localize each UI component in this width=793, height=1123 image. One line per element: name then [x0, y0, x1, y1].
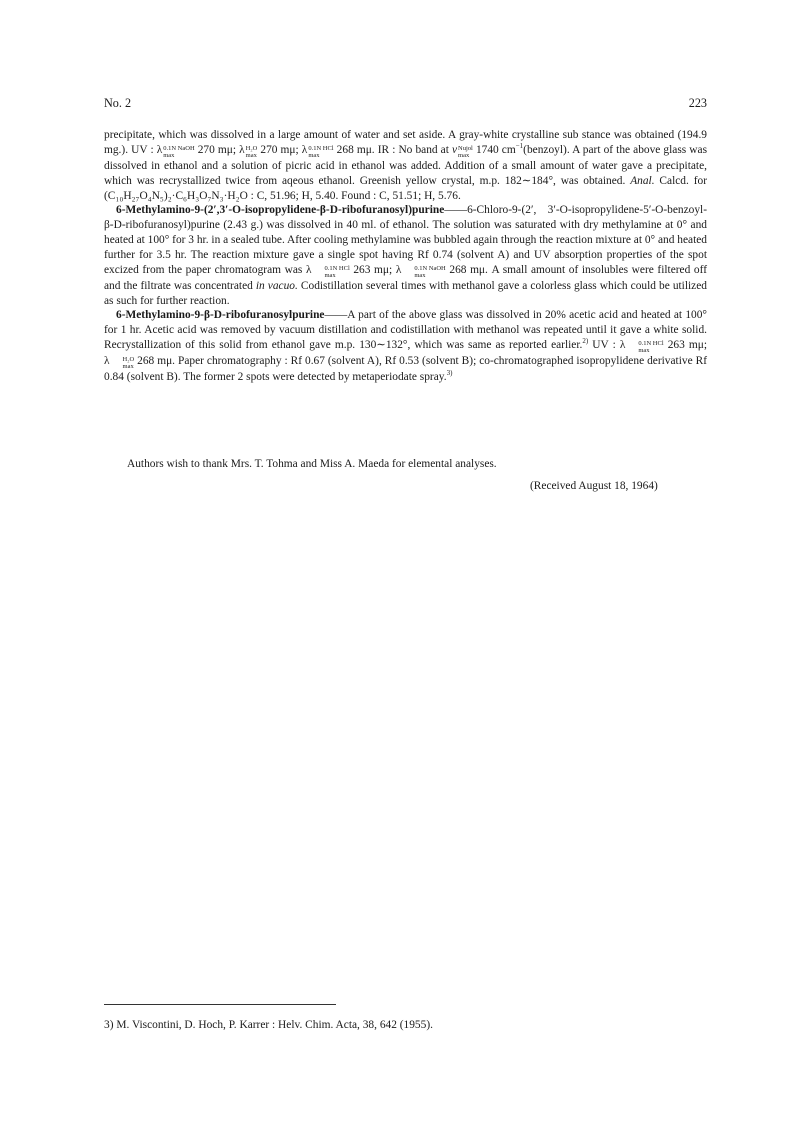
- article-body: [104, 128, 707, 385]
- paragraph-picrate: precipitate, which was dissolved in a large amount of water and set aside. A gray-white crystalline sub stance was obtained (194.9 mg.). UV : λ 0.1N NaOH max 270 mμ; λ H₂O max 270 mμ; λ 0.1N HCl max 268 mμ. IR : No band at ν Nujol max 1740 $cm^{-1}(benzoyl)$. A part of the above glass was dissolved in ethanol and a solution of picric acid in ethanol was added. Addition of a small amount of water gave a precipitate, which was recrystallized twice from aqeous ethanol. Greenish yellow crystal, m.p. 182∼184°, was obtained. Anal. Calcd. for (C₁₀H₂₇O₄N₅)₂·C₆H₃O₇N₃·H₂O : C, 51.96; H, 5.40. Found : C, 51.51; H, 5.76.: [104, 129, 707, 202]
- uv-naoh-symbol: λ 0.1N NaOH max: [156, 143, 195, 159]
- page-header: [104, 96, 707, 112]
- uv-hcl-symbol: λ 0.1N HCl max: [305, 263, 350, 279]
- footnote-divider: [104, 1004, 336, 1005]
- uv-hcl-symbol: λ 0.1N HCl max: [619, 339, 664, 355]
- journal-number: No. 2: [104, 96, 132, 110]
- reference-marker: 3): [446, 369, 453, 378]
- page-number: 223: [688, 96, 707, 110]
- paragraph-isopropylidene: 6-Methylamino-9-(2′,3′-O-isopropylidene-β-D-ribofuranosyl)purine——6-Chloro-9-(2′, 3′-O-isopropylidene-5′-O-benzoyl-β-D-ribofuranosyl)purine (2.43 g.) was dissolved in 40 ml. of ethanol. The solution was saturated with dry methylamine at 0° and heated at 100° for 3 hr. in a sealed tube. After cooling methylamine was bubbled again through the reaction mixture at 0° and heated further for 3.5 hr. The reaction mixture gave a single spot having Rf 0.74 (solvent A) and UV absorption properties of the spot excized from the paper chromatogram was λ 0.1N HCl max 263 mμ; λ 0.1N NaOH max 268 mμ. A small amount of insolubles were filtered off and the filtrate was concentrated in vacuo. Codistillation several times with methanol gave a colorless glass which could be utilized as such for further reaction.: [104, 204, 707, 307]
- footnote: 3) M. Viscontini, D. Hoch, P. Karrer : Helv. Chim. Acta, 38, 642 (1955).: [104, 1019, 433, 1031]
- uv-h2o-symbol: λ H₂O max: [104, 355, 135, 371]
- uv-hcl-symbol: λ 0.1N HCl max: [301, 143, 334, 159]
- anal-label: Anal.: [630, 174, 655, 187]
- ir-nujol-symbol: ν Nujol max: [451, 143, 473, 159]
- uv-naoh-symbol: λ 0.1N NaOH max: [395, 263, 446, 279]
- paragraph-ribofuranosylpurine: 6-Methylamino-9-β-D-ribofuranosylpurine——A part of the above glass was dissolved in 20% acetic acid and heated at 100° for 1 hr. Acetic acid was removed by vacuum distillation and codistillation with methanol was repeated until it gave a white solid. Recrystallization of this solid from ethanol gave m.p. 130∼132°, which was same as reported earlier.$^{2)}$ UV : λ 0.1N HCl max 263 mμ; λ H₂O max 268 mμ. Paper chromatography : Rf 0.67 (solvent A), Rf 0.53 (solvent B); co-chromatographed isopropylidene derivative Rf 0.84 (solvent B). The former 2 spots were detected by metaperiodate spray.$^{3)}$: [104, 309, 707, 384]
- compound-heading: 6-Methylamino-9-(2′,3′-O-isopropylidene-β-D-ribofuranosyl)purine: [116, 204, 445, 217]
- received-date: (Received August 18, 1964): [530, 480, 658, 492]
- reference-marker: 2): [582, 337, 589, 346]
- compound-heading: 6-Methylamino-9-β-D-ribofuranosylpurine: [116, 309, 325, 322]
- acknowledgement: Authors wish to thank Mrs. T. Tohma and Miss A. Maeda for elemental analyses.: [127, 458, 497, 470]
- uv-h2o-symbol: λ H₂O max: [239, 143, 258, 159]
